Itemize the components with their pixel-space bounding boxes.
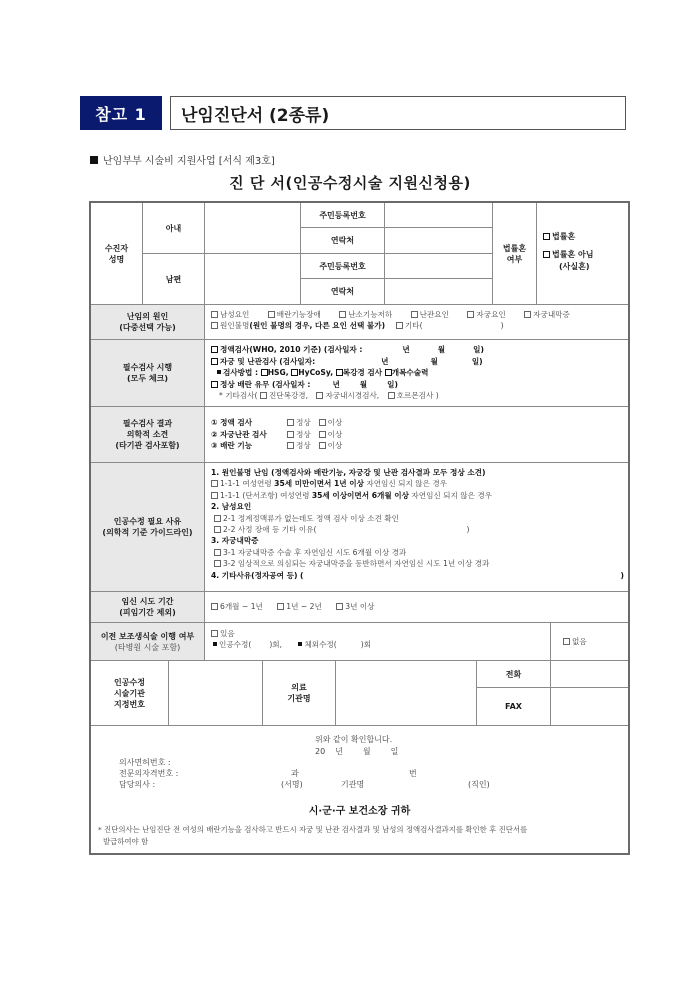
method-laparoscopy[interactable]: 복강경 검사 bbox=[336, 368, 382, 377]
semen-test-item[interactable]: 정액검사(WHO, 2010 기준) (검사일자 : 년 월 일) bbox=[211, 344, 622, 356]
institution-label: 기관명 bbox=[341, 780, 365, 789]
other-tests: * 기타검사( 진단복강경, 자궁내시경검사, 호르몬검사 ) bbox=[219, 391, 439, 400]
reason-2-1[interactable]: 2-1 정계정맥류가 없는데도 정액 검사 이상 소견 확인 bbox=[211, 513, 622, 524]
husband-label: 남편 bbox=[143, 254, 205, 305]
legal-marriage-option[interactable]: 법률혼 bbox=[543, 231, 628, 243]
previous-yes-content: 있음 인공수정( )회, 체외수정( )회 bbox=[205, 623, 551, 661]
cause-options: 남성요인 배란기능장애 난소기능저하 난관요인 자궁요인 자궁내막증 원인불명(원인 불명의 경우, 다른 요인 선택 불가) 기타( ) bbox=[205, 305, 628, 340]
method-hycosy[interactable]: HyCoSy, bbox=[291, 368, 333, 377]
clinic-name-field[interactable] bbox=[336, 661, 477, 726]
result-semen: ① 정액 검사 정상 이상 bbox=[211, 418, 343, 427]
seal-label: (직인) bbox=[468, 780, 490, 789]
checkbox-icon[interactable] bbox=[543, 233, 550, 240]
footnote-line-2: 발급하여야 함 bbox=[103, 837, 149, 846]
husband-rrn-label: 주민등록번호 bbox=[301, 254, 385, 279]
attempt-option-1y-2y[interactable]: 1년 ~ 2년 bbox=[277, 602, 322, 611]
other-test-hysteroscopy[interactable]: 자궁내시경검사, bbox=[316, 391, 379, 400]
wife-label: 아내 bbox=[143, 203, 205, 254]
section-title: 난임진단서 (2종류) bbox=[170, 96, 626, 130]
tests-content bbox=[205, 340, 628, 407]
signature-section bbox=[91, 726, 628, 853]
method-laparotomy[interactable]: 개복수술력 bbox=[385, 368, 429, 377]
reason-heading-unexplained: 1. 원인불명 난임 (정액검사와 배란기능, 자궁강 및 난관 검사결과 모두 정상 소견) bbox=[211, 468, 486, 477]
reference-badge: 참고 1 bbox=[80, 96, 162, 130]
dept-label: 과 bbox=[291, 769, 299, 778]
reason-2-2[interactable]: 2-2 사정 장애 등 기타 이유( ) bbox=[211, 524, 622, 535]
clinic-designation-field[interactable] bbox=[169, 661, 263, 726]
other-test-hormone[interactable]: 호르몬검사 ) bbox=[388, 391, 439, 400]
phone-label: 전화 bbox=[477, 661, 551, 688]
phone-field[interactable] bbox=[551, 661, 628, 688]
fax-field[interactable] bbox=[551, 688, 628, 726]
previous-yes-option[interactable]: 있음 bbox=[211, 629, 544, 640]
reason-1-1-1-a[interactable]: 1-1-1 여성연령 35세 미만이면서 1년 이상 자연임신 되지 않은 경우 bbox=[211, 478, 622, 489]
cause-option-ovulation[interactable]: 배란기능장애 bbox=[268, 310, 321, 319]
result-tubal-normal[interactable]: 정상 bbox=[287, 430, 311, 439]
reason-heading-endometriosis: 3. 자궁내막증 bbox=[211, 536, 259, 546]
results-content bbox=[205, 407, 628, 463]
reason-heading-other[interactable]: 4. 기타사유(정자공여 등) ( ) bbox=[211, 570, 624, 580]
marriage-label: 법률혼 여부 bbox=[493, 203, 537, 305]
test-methods: 검사방법 : HSG, HyCoSy, 복강경 검사 개복수술력 bbox=[211, 367, 622, 379]
section-header bbox=[80, 96, 626, 130]
confirm-text: 위와 같이 확인합니다. bbox=[315, 735, 393, 744]
cause-option-other[interactable]: 기타( bbox=[396, 321, 423, 330]
result-ovulation: ③ 배란 기능 정상 이상 bbox=[211, 441, 343, 450]
result-semen-normal[interactable]: 정상 bbox=[287, 418, 311, 427]
cause-option-male[interactable]: 남성요인 bbox=[211, 310, 249, 319]
wife-rrn-field[interactable] bbox=[385, 203, 493, 228]
cause-option-unknown[interactable]: 원인불명 bbox=[211, 321, 249, 330]
sign-label: (서명) bbox=[281, 780, 303, 789]
result-tubal-abnormal[interactable]: 이상 bbox=[319, 430, 343, 439]
clinic-name-label: 의료 기관명 bbox=[263, 661, 336, 726]
attempt-label: 임신 시도 기간 (피임기간 제외) bbox=[91, 592, 205, 623]
result-ovulation-normal[interactable]: 정상 bbox=[287, 441, 311, 450]
date-line: 20 년 월 일 bbox=[315, 747, 399, 756]
attempt-option-3y-plus[interactable]: 3년 이상 bbox=[336, 602, 374, 611]
form-number: 난임부부 시술비 지원사업 [서식 제3호] bbox=[90, 152, 275, 167]
reason-3-2[interactable]: 3-2 임상적으로 의심되는 자궁내막증을 동반하면서 자연임신 시도 1년 이상 경과 bbox=[211, 558, 622, 569]
tubal-test-item[interactable]: 자궁 및 난관검사 (검사일자: 년 월 일) bbox=[211, 356, 622, 368]
reason-heading-male: 2. 남성요인 bbox=[211, 502, 252, 512]
number-label: 번 bbox=[409, 769, 417, 778]
cause-option-uterine[interactable]: 자궁요인 bbox=[467, 310, 505, 319]
wife-name-field[interactable] bbox=[205, 203, 301, 254]
cause-option-tubal[interactable]: 난관요인 bbox=[411, 310, 449, 319]
fax-label: FAX bbox=[477, 688, 551, 726]
previous-no-option[interactable]: 없음 bbox=[551, 623, 628, 661]
doctor-label: 담당의사 : bbox=[119, 780, 156, 789]
diagnosis-form bbox=[89, 201, 630, 855]
result-semen-abnormal[interactable]: 이상 bbox=[319, 418, 343, 427]
clinic-designation-label: 인공수정 시술기관 지정번호 bbox=[91, 661, 169, 726]
husband-rrn-field[interactable] bbox=[385, 254, 493, 279]
cause-option-endometriosis[interactable]: 자궁내막증 bbox=[524, 310, 570, 319]
de-facto-marriage-option[interactable]: 법률혼 아님 bbox=[543, 249, 628, 261]
wife-contact-label: 연락처 bbox=[301, 228, 385, 254]
cause-option-ovarian[interactable]: 난소기능저하 bbox=[339, 310, 392, 319]
square-bullet-icon bbox=[90, 156, 98, 164]
husband-name-field[interactable] bbox=[205, 254, 301, 305]
addressee: 시·군·구 보건소장 귀하 bbox=[308, 806, 411, 817]
reason-3-1[interactable]: 3-1 자궁내막증 수술 후 자연임신 시도 6개월 이상 경과 bbox=[211, 547, 622, 558]
husband-contact-field[interactable] bbox=[385, 279, 493, 305]
result-ovulation-abnormal[interactable]: 이상 bbox=[319, 441, 343, 450]
method-hsg[interactable]: HSG, bbox=[261, 368, 289, 377]
reasons-label: 인공수정 필요 사유 (의학적 기준 가이드라인) bbox=[91, 463, 205, 592]
reason-1-1-1-b[interactable]: 1-1-1 (단서조항) 여성연령 35세 이상이면서 6개월 이상 자연임신 되지 않은 경우 bbox=[211, 490, 622, 501]
patient-label: 수진자 성명 bbox=[91, 203, 143, 305]
wife-rrn-label: 주민등록번호 bbox=[301, 203, 385, 228]
cause-label: 난임의 원인 (다중선택 가능) bbox=[91, 305, 205, 340]
result-tubal: ② 자궁난관 검사 정상 이상 bbox=[211, 429, 343, 439]
tests-label: 필수검사 시행 (모두 체크) bbox=[91, 340, 205, 407]
results-label: 필수검사 결과 의학적 소견 (타기관 검사포함) bbox=[91, 407, 205, 463]
wife-contact-field[interactable] bbox=[385, 228, 493, 254]
document-title: 진 단 서(인공수정시술 지원신청용) bbox=[229, 174, 471, 192]
ovulation-test-item[interactable]: 정상 배란 유무 (검사일자 : 년 월 일) bbox=[211, 379, 622, 391]
previous-label: 이전 보조생식술 이행 여부 (타병원 시술 포함) bbox=[91, 623, 205, 661]
checkbox-icon[interactable] bbox=[543, 251, 550, 258]
specialist-label: 전문의자격번호 : bbox=[119, 769, 179, 778]
marriage-options: 법률혼 법률혼 아님 (사실혼) bbox=[537, 203, 628, 305]
husband-contact-label: 연락처 bbox=[301, 279, 385, 305]
other-test-laparoscopy[interactable]: 진단복강경, bbox=[260, 391, 308, 400]
footnote-line-1: * 진단의사는 난임진단 전 여성의 배란기능을 검사하고 반드시 자궁 및 난관 검사결과 및 남성의 정액검사결과지를 확인한 후 진단서를 bbox=[98, 825, 528, 834]
reasons-content bbox=[205, 463, 628, 592]
attempt-options bbox=[205, 592, 628, 623]
license-label: 의사면허번호 : bbox=[119, 758, 171, 767]
attempt-option-6m-1y[interactable]: 6개월 ~ 1년 bbox=[211, 602, 263, 611]
